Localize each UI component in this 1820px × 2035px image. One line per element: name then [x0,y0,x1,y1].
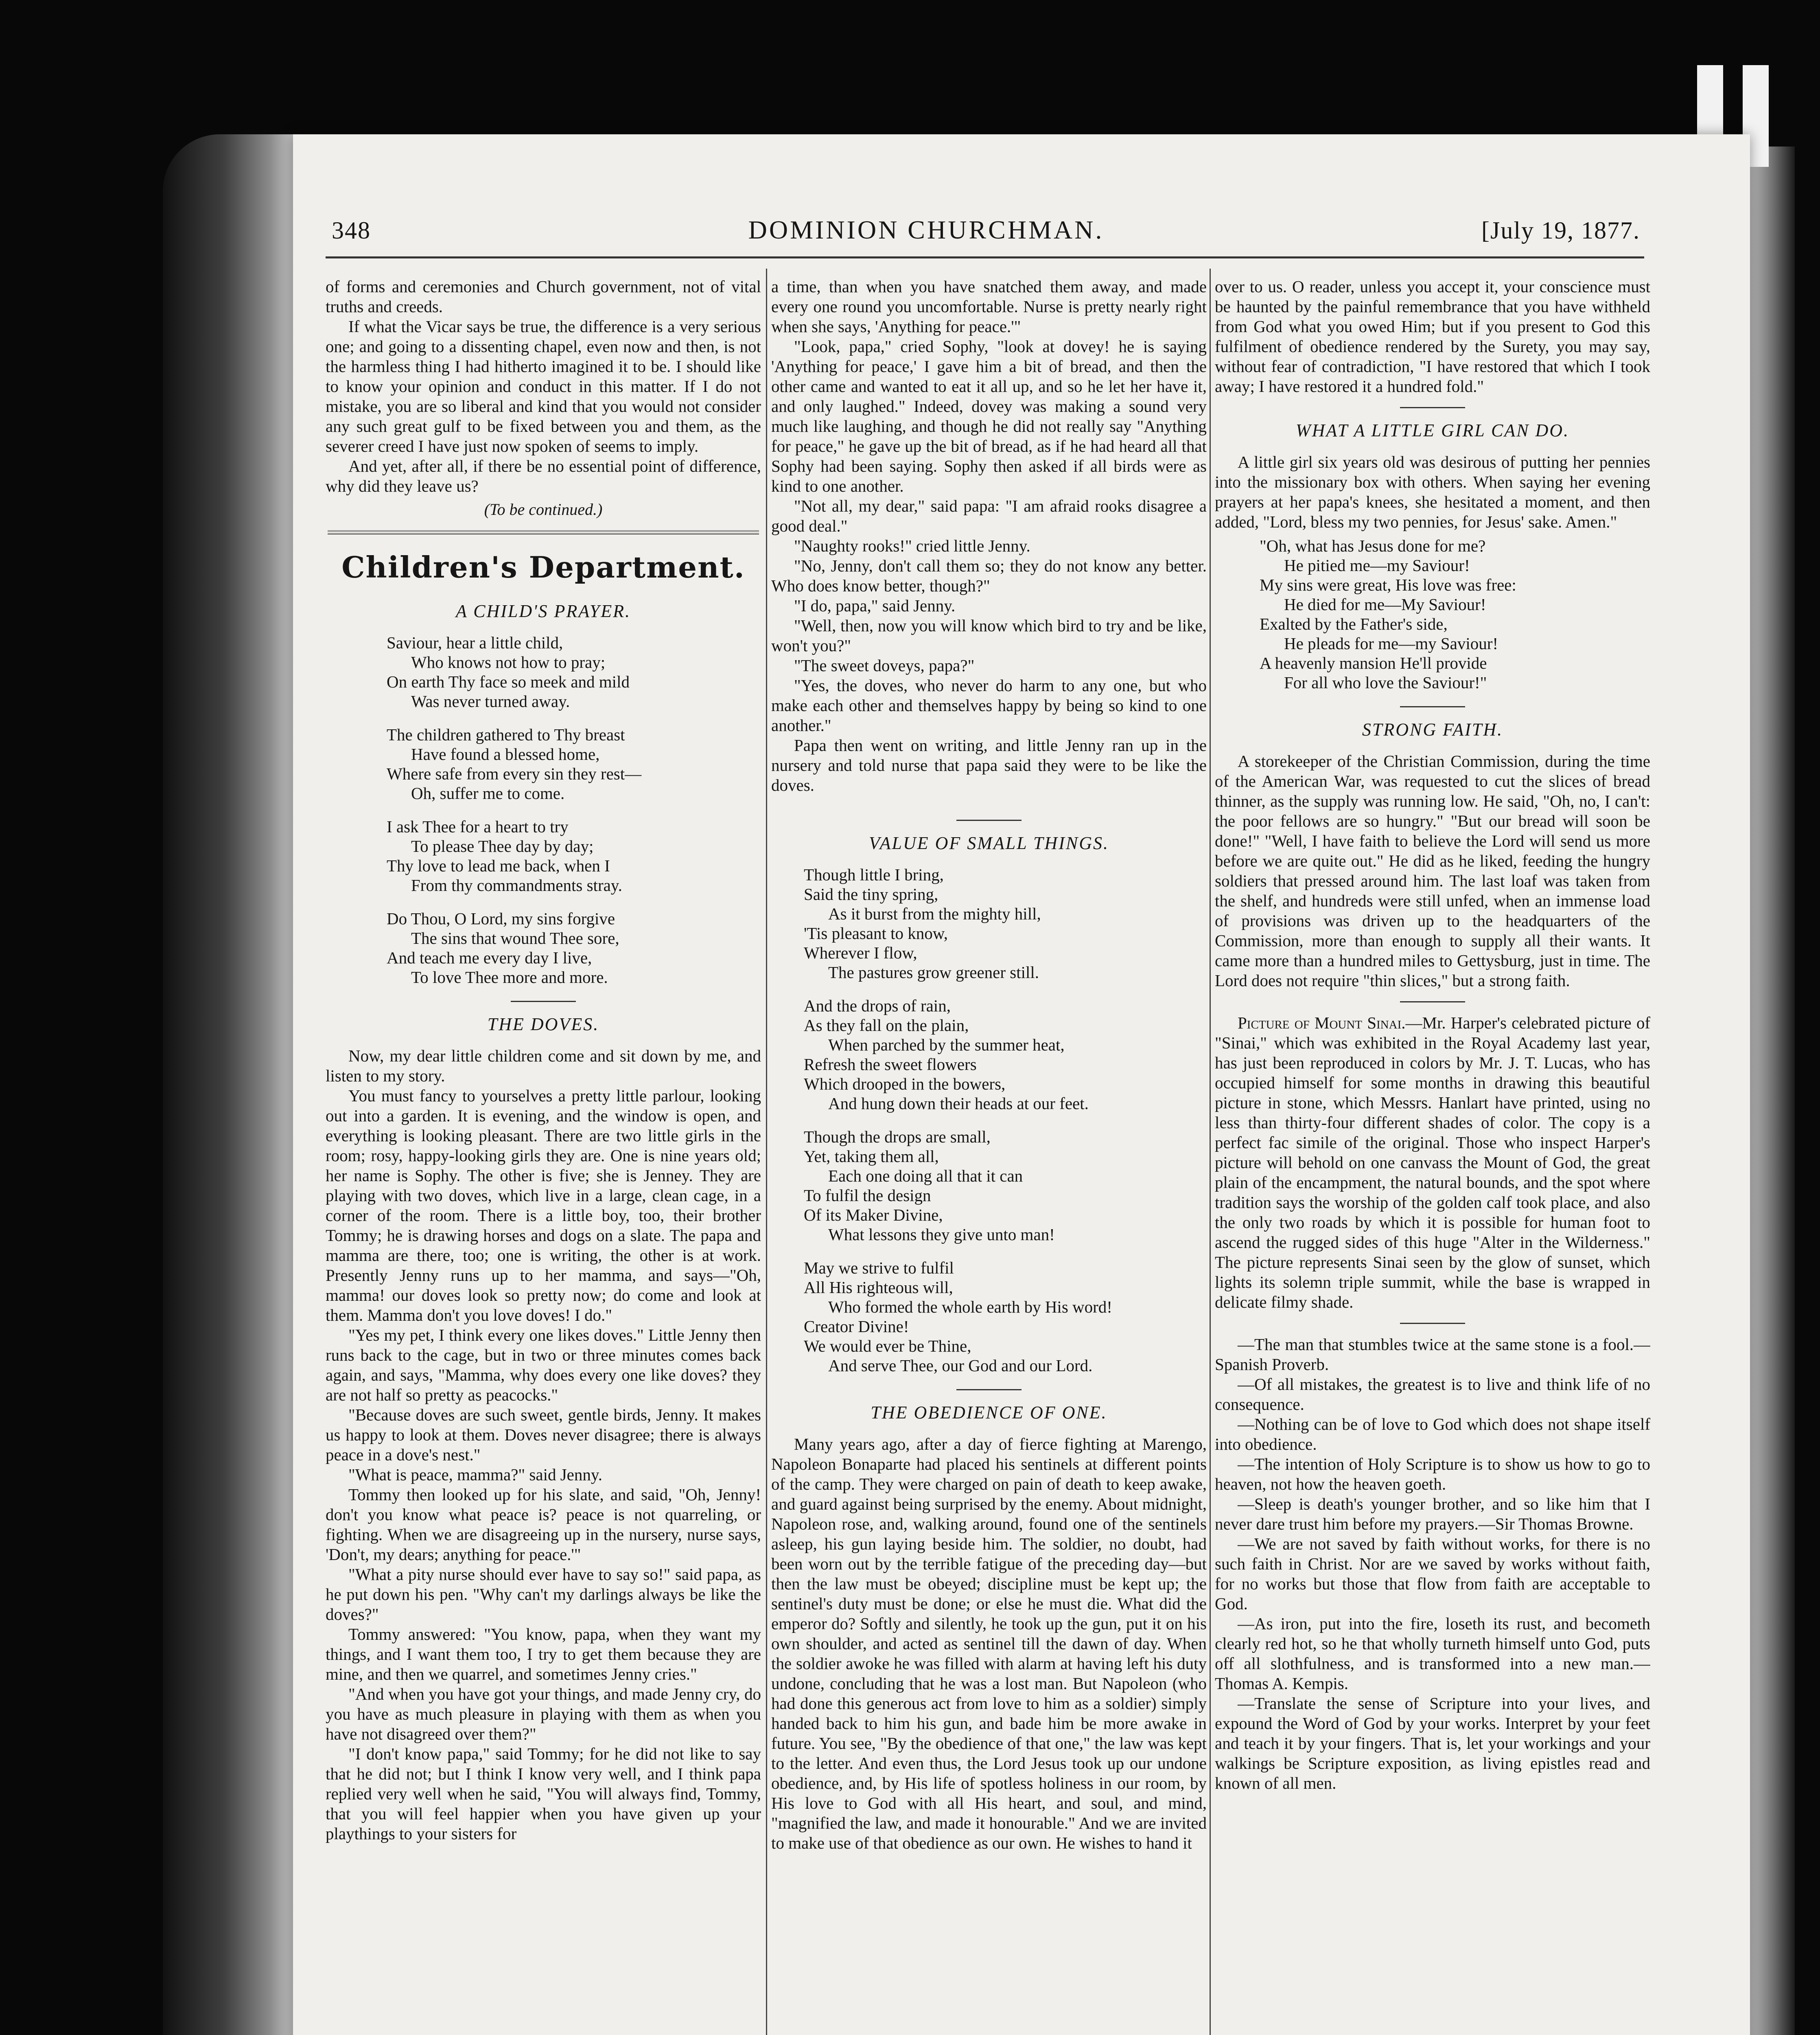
story-title: THE OBEDIENCE OF ONE. [871,1403,1107,1422]
column-divider-1 [766,269,767,2035]
story-paragraph: "I do, papa," said Jenny. [794,596,956,615]
poem-line: When parched by the summer heat, [828,1035,1065,1054]
poem-line: Of its Maker Divine, [804,1206,943,1224]
poem-stanza [1260,536,1650,692]
poem-line: Wherever I flow, [804,943,917,962]
story-paragraph: "Yes my pet, I think every one likes doves." Little Jenny then runs back to the cage, but in two or three minutes comes back again, and says, "Mamma, why does every one like doves? they are not half so pretty as peacocks." [326,1326,761,1404]
poem-line: To love Thee more and more. [411,968,608,987]
story-paragraph: A little girl six years old was desirous of putting her pennies into the missionary box with others. When saying her evening prayers at her papa's knees, she hesitated a moment, and then added, "Lord, bless my two pennies, for Jesus' sake. Amen." [1215,453,1650,531]
poem-line: He died for me—My Saviour! [1284,595,1486,614]
story-paragraph: Papa then went on writing, and little Jenny ran up in the nursery and told nurse that papa said they were to be like the doves. [771,736,1207,794]
poem-line: Who formed the whole earth by His word! [828,1298,1112,1316]
article-paragraph: of forms and ceremonies and Church government, not of vital truths and creeds. [326,277,761,316]
poem-line: Saviour, hear a little child, [387,633,563,652]
story-paragraph: "Well, then, now you will know which bird to try and be like, won't you?" [771,616,1207,655]
article-paragraph: And yet, after all, if there be no essential point of difference, why did they leave us? [326,457,761,495]
poem-line: Yet, taking them all, [804,1147,939,1166]
poem-line: He pleads for me—my Saviour! [1284,634,1498,653]
story-paragraph: "Naughty rooks!" cried little Jenny. [794,536,1030,555]
section-divider [1400,706,1465,707]
poem-stanza [804,1127,1207,1244]
poem-line: Though little I bring, [804,865,944,884]
maxim: —As iron, put into the fire, loseth its rust, and becometh clearly red hot, so he that wholly turneth himself unto God, puts off all slothfulness, and is transformed into a new man.—Thomas A. Kempis. [1215,1614,1650,1693]
story-paragraph: "What is peace, mamma?" said Jenny. [348,1465,602,1484]
poem-stanza [804,865,1207,982]
poem-line: Oh, suffer me to come. [411,784,565,803]
book-gutter-shadow [163,134,297,2035]
story-paragraph: You must fancy to yourselves a pretty little parlour, looking out into a garden. It is evening, and the window is open, and everything is looking pleasant. There are two little girls in the room; rosy, happy-looking girls they are. One is nine years old; her name is Sophy. The other is five; she is Jenney. They are playing with two doves, which live in a large, clean cage, in a corner of the room. There is a little boy, too, their brother Tommy; he is drawing horses and dogs on a slate. The papa and mamma are there, too; one is writing, the other is at work. Presently Jenny runs up to her mamma, and says—"Oh, mamma! our doves look so pretty now; do come and look at them. Mamma don't you love doves! I do." [326,1086,761,1324]
poem-line: Exalted by the Father's side, [1260,615,1448,633]
story-paragraph: "Look, papa," cried Sophy, "look at dovey! he is saying 'Anything for peace,' I gave him a bit of bread, and then the other came and wanted to eat it all up, and so he let her have it, and only laughed." Indeed, dovey was making a sound very much like laughing, and though he did not really say "Anything for peace," he gave up the bit of bread, as if he had heard all that Sophy had been saying. Sophy then asked if all birds were as kind to one another. [771,337,1207,495]
story-paragraph: Now, my dear little children come and sit down by me, and listen to my story. [326,1046,761,1085]
header-rule [326,256,1644,258]
maxim: —Of all mistakes, the greatest is to live and think life of no consequence. [1215,1375,1650,1414]
poem-line: As it burst from the mighty hill, [828,904,1041,923]
poem-line: Have found a blessed home, [411,745,600,764]
poem-line: Though the drops are small, [804,1127,991,1146]
story-paragraph: "Yes, the doves, who never do harm to any one, but who make each other and themselves happy by being so kind to one another." [771,676,1207,735]
publication-title: DOMINION CHURCHMAN. [748,215,1104,244]
column-1 [326,277,761,2035]
poem-line: As they fall on the plain, [804,1016,969,1035]
story-paragraph: "The sweet doveys, papa?" [794,656,975,675]
poem-line: Creator Divine! [804,1317,909,1336]
poem-line: "Oh, what has Jesus done for me? [1260,536,1486,555]
section-divider [956,820,1022,821]
notice-lead: Picture of Mount Sinai. [1238,1013,1406,1032]
section-divider [328,530,759,534]
story-paragraph: a time, than when you have snatched them away, and made every one round you uncomfortable. Nurse is pretty nearly right when she says, 'Anything for peace.'" [771,277,1207,336]
column-2 [771,277,1207,2035]
story-title: THE DOVES. [487,1014,599,1034]
department-heading: Children's Department. [341,550,745,584]
story-paragraph: "Because doves are such sweet, gentle birds, Jenny. It makes us happy to look at them. Doves never disagree; there is always peace in a dove's nest." [326,1405,761,1464]
poem-title: A CHILD'S PRAYER. [456,601,631,621]
maxim: —Sleep is death's younger brother, and so like him that I never dare trust him before my prayers.—Sir Thomas Browne. [1215,1495,1650,1533]
poem-line: He pitied me—my Saviour! [1284,556,1470,575]
poem-line: From thy commandments stray. [411,876,622,895]
poem-stanza [804,1258,1207,1375]
poem-line: Where safe from every sin they rest— [387,764,642,783]
poem-line: All His righteous will, [804,1278,953,1297]
poem-line: 'Tis pleasant to know, [804,924,948,943]
poem-line: And teach me every day I live, [387,948,592,967]
notice-text: —Mr. Harper's celebrated picture of "Sinai," which was exhibited in the Royal Academy last year, has just been reproduced in colors by Mr. J. T. Lucas, who has occupied himself for some months in drawing this beautiful picture in stone, which Messrs. Hanlart have printed, using no less than thirty-four different shades of color. The copy is a perfect fac simile of the original. Those who inspect Harper's picture will behold on one canvass the Mount of God, the great plain of the encampment, the natural bounds, and the spot where tradition says the worship of the golden calf took place, and also the only two roads by which it is possible for human foot to ascend the rugged sides of this huge "Alter in the Wilderness." The picture represents Sinai seen by the glow of sunset, which lights its solemn triple summit, while the base is wrapped in delicate filmy shade. [1215,1013,1650,1311]
poem-line: Which drooped in the bowers, [804,1074,1006,1093]
poem-stanza [387,633,761,711]
section-divider [1400,1323,1465,1324]
poem-line: Refresh the sweet flowers [804,1055,977,1074]
story-paragraph: Many years ago, after a day of fierce fighting at Marengo, Napoleon Bonaparte had placed his sentinels at different points of the camp. They were charged on pain of death to keep awake, and guard against being surprised by the enemy. About midnight, Napoleon rose, and, walking around, found one of the sentinels asleep, his gun laying beside him. The soldier, no doubt, had been worn out by the terrible fatigue of the preceding day—but then the law must be obeyed; discipline must be kept up; the sentinel's duty must be done; or else he must die. What did the emperor do? Softly and silently, he took up the gun, put it on his own shoulder, and acted as sentinel till the dawn of day. When the soldier awoke he was filled with alarm at having left his duty undone, concluding that he was a lost man. But Napoleon (who had done this generous act from love to him as a soldier) simply handed back to him his gun, and bade him be more awake in future. You see, "By the obedience of that one," the law was kept to the letter. And even thus, the Lord Jesus took up our undone obedience, and, by His life of spotless holiness in our room, by His love to God with all His heart, and soul, and mind, "magnified the law, and made it honourable." And we are invited to make use of that obedience as our own. He wishes to hand it [771,1435,1207,1852]
maxim: —The intention of Holy Scripture is to show us how to go to heaven, not how the heaven goeth. [1215,1455,1650,1493]
poem-line: Who knows not how to pray; [411,653,606,672]
story-paragraph: "No, Jenny, don't call them so; they do not know any better. Who does know better, though?" [771,556,1207,595]
poem-line: The children gathered to Thy breast [387,725,625,744]
maxim: —Nothing can be of love to God which does not shape itself into obedience. [1215,1415,1650,1453]
story-paragraph: "I don't know papa," said Tommy; for he did not like to say that he did not; but I think I know very well, and I think papa replied very well when he said, "You will always find, Tommy, that you will feel happier when you have given up your playthings to your sisters for [326,1744,761,1843]
poem-line: The sins that wound Thee sore, [411,929,619,947]
poem-line: Was never turned away. [411,692,570,711]
story-paragraph: "What a pity nurse should ever have to say so!" said papa, as he put down his pen. "Why can't my darlings always be like the doves?" [326,1565,761,1624]
poem-line: My sins were great, His love was free: [1260,575,1516,594]
poem-line: And serve Thee, our God and our Lord. [828,1356,1093,1375]
column-3 [1215,277,1650,2035]
section-divider [956,1389,1022,1390]
poem-line: May we strive to fulfil [804,1258,954,1277]
prayer-poem [387,633,761,987]
small-things-poem [804,865,1207,1375]
maxim: —Translate the sense of Scripture into your lives, and expound the Word of God by your works. Interpret by your feet and teach it by your fingers. That is, let your workings and your walkings be Scripture exposition, as living epistles read and known of all men. [1215,1694,1650,1792]
poem-line: Said the tiny spring, [804,885,938,904]
poem-line: Do Thou, O Lord, my sins forgive [387,909,615,928]
poem-line: We would ever be Thine, [804,1337,971,1355]
issue-date: [July 19, 1877. [1481,217,1640,244]
poem-line: On earth Thy face so meek and mild [387,672,630,691]
story-paragraph: over to us. O reader, unless you accept it, your conscience must be haunted by the painful remembrance that you have withheld from God what you owed Him; but if you present to God this fulfilment of obedience rendered by the Surety, you may say, without fear of contradiction, "I have restored that which I took away; I have restored it a hundred fold." [1215,277,1650,396]
poem-stanza [387,817,761,895]
story-paragraph: A storekeeper of the Christian Commission, during the time of the American War, was requested to cut the slices of bread thinner, as the supply was running low. He said, "Oh, no, I can't: the poor fellows are so hungry." "But our bread will soon be done!" "Well, I have faith to believe the Lord will send us more before we are quite out." He did as he liked, feeding the hungry soldiers that pressed around him. The last loaf was taken from the shelf, and hundreds were still unfed, when an immense load of provisions was driven up to the headquarters of the Commission, more than enough to supply all their wants. It came more than a hundred miles to Gettysburg, just in time. The Lord does not require "thin slices," but a strong faith. [1215,752,1650,990]
poem-line: For all who love the Saviour!" [1284,673,1487,692]
poem-line: A heavenly mansion He'll provide [1260,654,1487,672]
story-paragraph: Tommy answered: "You know, papa, when they want my things, and I want them too, I try to get them because they are mine, and then we quarrel, and sometimes Jenny cries." [326,1625,761,1683]
section-divider [1400,407,1465,408]
poem-stanza [387,725,761,803]
story-title: STRONG FAITH. [1362,720,1503,740]
continuation-note: (To be continued.) [484,500,603,519]
notice-paragraph [1215,1013,1650,1312]
page-header [332,215,1640,252]
story-paragraph: Tommy then looked up for his slate, and said, "Oh, Jenny! don't you know what peace is? peace is not quarreling, or fighting. When we are disagreeing up in the nursery, nurse says, 'Don't, my dears; anything for peace.'" [326,1485,761,1564]
maxim: —The man that stumbles twice at the same stone is a fool.—Spanish Proverb. [1215,1335,1650,1374]
section-divider [511,1001,576,1002]
poem-line: Thy love to lead me back, when I [387,856,610,875]
story-paragraph: "And when you have got your things, and made Jenny cry, do you have as much pleasure in playing with them as when you have not disagreed over them?" [326,1685,761,1743]
section-divider [1400,1001,1465,1002]
maxim: —We are not saved by faith without works, for there is no such faith in Christ. Nor are we saved by works without faith, for no works but those that flow from faith are acceptable to God. [1215,1534,1650,1613]
column-divider-2 [1210,269,1211,2035]
poem-title: VALUE OF SMALL THINGS. [869,833,1109,853]
story-paragraph: "Not all, my dear," said papa: "I am afraid rooks disagree a good deal." [771,497,1207,535]
article-paragraph: If what the Vicar says be true, the difference is a very serious one; and going to a dissenting chapel, even now and then, is not the harmless thing I had hitherto imagined it to be. I should like to know your opinion and conduct in this matter. If I do not mistake, you are so liberal and kind that you would not consider any such great gulf to be fixed between you and them, as the severer creed I have just now spoken of seems to imply. [326,317,761,455]
poem-line: The pastures grow greener still. [828,963,1039,982]
poem-line: Each one doing all that it can [828,1166,1023,1185]
poem-stanza [387,909,761,987]
story-title: WHAT A LITTLE GIRL CAN DO. [1295,420,1570,440]
poem-line: To please Thee day by day; [411,837,594,856]
poem-line: I ask Thee for a heart to try [387,817,569,836]
poem-stanza [804,996,1207,1113]
poem-line: To fulfil the design [804,1186,931,1205]
page-number: 348 [332,217,371,244]
hymn-verse [1260,536,1650,692]
poem-line: And hung down their heads at our feet. [828,1094,1089,1113]
poem-line: What lessons they give unto man! [828,1225,1055,1244]
poem-line: And the drops of rain, [804,996,951,1015]
page-edge-shadow [1750,147,1795,2035]
